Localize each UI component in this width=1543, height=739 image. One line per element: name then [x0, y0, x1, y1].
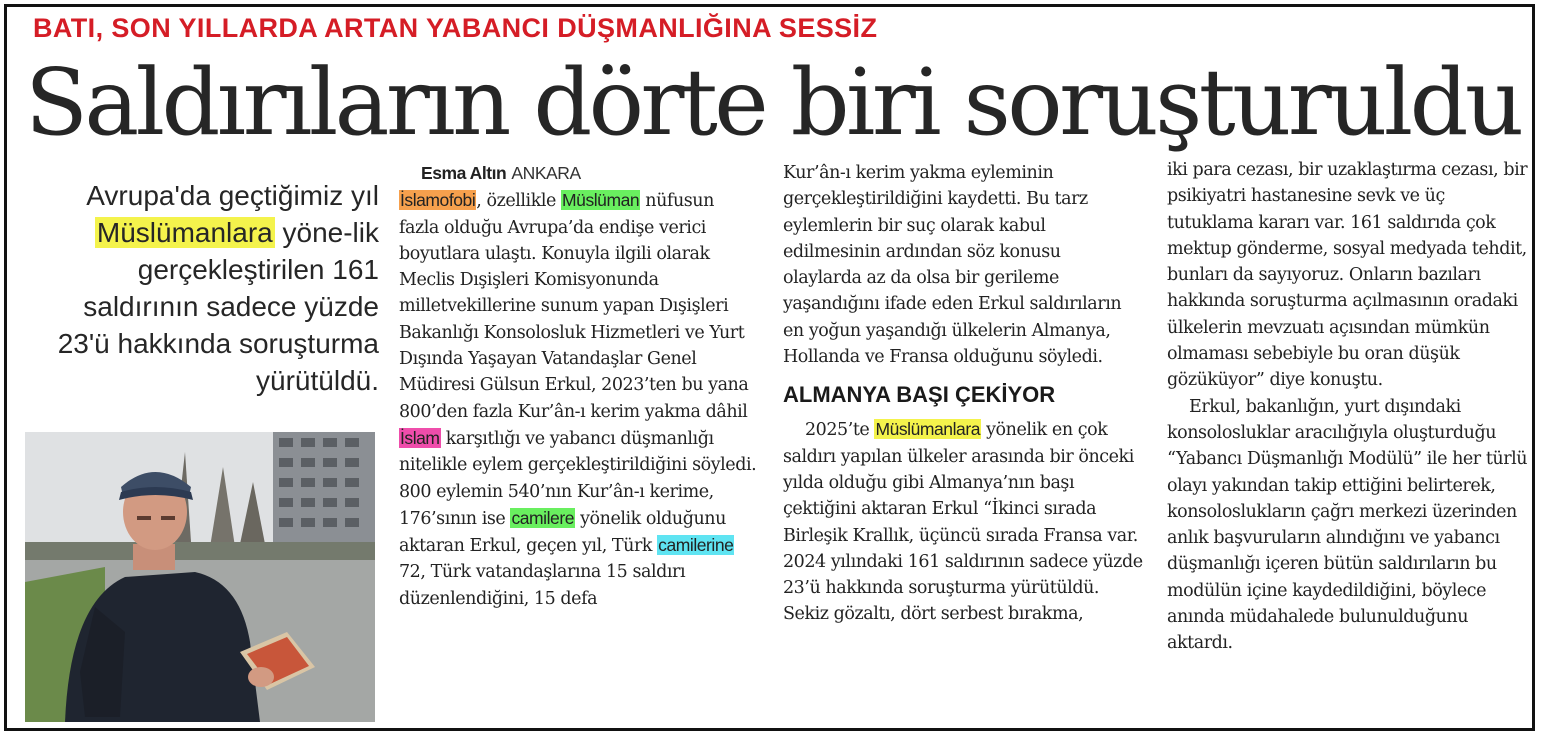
col2-p2-post: yönelik en çok saldırı yapılan ülkeler arasında bir önceki yılda olduğu gibi Almanya’nın başı çektiğini aktaran Erkul “İkinci sırada Birleşik Krallık, üçüncü sırada Fransa var. 2024 yılındaki 161 saldırının sadece yüzde 23’ü hakkında soruşturma yürütüldü. Sekiz gözaltı, dört serbest bırakma,: [783, 420, 1143, 625]
headline: Saldırıların dörte biri soruşturuldu: [25, 49, 1521, 156]
col2-paragraph-1: Kur’ân-ı kerim yakma eyleminin gerçekleştirildiğini kaydetti. Bu tarz eylemlerin bir suç olarak kabul edilmesinin ardından söz konusu olaylarda az da olsa bir gerileme yaşandığını ifade eden Erkul saldırıların en yoğun yaşandığı ülkelerin Almanya, Hollanda ve Fransa olduğunu söyledi.: [783, 163, 1122, 368]
highlight-camilere: camilere: [511, 507, 574, 528]
subheading: ALMANYA BAŞI ÇEKİYOR: [783, 382, 1056, 408]
col1-text-1: , özellikle: [476, 191, 556, 212]
col3-paragraph-1: iki para cezası, bir uzaklaştırma cezası, bir psikiyatri hastanesine sevk ve üç tutuklama kararı var. 161 saldırıda çok mektup gönderme, sosyal medyada tehdit, bunları da sayıyoruz. Onların bazıları hakkında soruşturma açılmasının oradaki ülkelerin mevzuatı açısından mümkün olmaması sebebiyle bu oran düşük gözüküyor” diye konuştu.: [1167, 160, 1528, 391]
col1-text-2: nüfusun fazla olduğu Avrupa’da endişe verici boyutlara ulaştı. Konuyla ilgili olarak Meclis Dışişleri Komisyonunda milletvekillerine sunum yapan Dışişleri Bakanlığı Konsolosluk Hizmetleri ve Yurt Dışında Yaşayan Vatandaşlar Genel Müdiresi Gülsun Erkul, 2023’ten bu yana 800’den fazla Kur’ân-ı kerim yakma dâhil: [399, 191, 749, 422]
column-1: [399, 160, 757, 612]
kicker: BATI, SON YILLARDA ARTAN YABANCI DÜŞMANLIĞINA SESSİZ: [33, 13, 878, 43]
byline-name: Esma Altın: [421, 163, 507, 183]
col3-paragraph-2: Erkul, bakanlığın, yurt dışındaki konsolosluklar aracılığıyla oluşturduğu “Yabancı Düşmanlığı Modülü” ile her türlü olayı yakından takip ettiğini belirterek, konsoloslukların çağrı merkezi üzerinden anlık başvuruların alındığını ve yabancı düşmanlığı içeren bütün saldırıların bu modülün içine kaydedildiğini, böylece anında müdahalede bulunulduğunu aktardı.: [1167, 396, 1528, 654]
spot-post: yöne-lik gerçekleştirilen 161 saldırının sadece yüzde 23'ü hakkında soruşturma yürütüldü.: [57, 217, 379, 396]
spot-pre: Avrupa'da geçtiğimiz yıl: [86, 180, 379, 211]
byline-city: ANKARA: [511, 163, 581, 183]
column-3: [1167, 157, 1529, 657]
column-2: [783, 160, 1143, 628]
highlight-islam: İslam: [400, 427, 440, 448]
highlight-islamofobi: İslamofobi: [400, 190, 476, 211]
col1-text-3: karşıtlığı ve yabancı düşmanlığı nitelikle eylem gerçekleştirildiğini söyledi. 800 eylemin 540’nın Kur’ân-ı kerime, 176’sının ise: [399, 428, 757, 529]
highlight-muslumanlara: Müslümanlara: [875, 419, 980, 440]
man-with-book-photo: [25, 432, 375, 722]
news-photo: [25, 432, 375, 722]
col1-text-5: 72, Türk vatandaşlarına 15 saldırı düzenlendiğini, 15 defa: [399, 562, 686, 609]
spot-text: [29, 177, 379, 399]
highlight-camilerine: camilerine: [658, 535, 734, 556]
col1-text-4: yönelik olduğunu aktaran Erkul, geçen yıl, Türk: [399, 508, 726, 557]
newspaper-clipping: [4, 4, 1535, 731]
spot-highlight: Müslümanlara: [96, 217, 273, 248]
col2-p2-pre: 2025’te: [805, 420, 870, 441]
highlight-musluman: Müslüman: [562, 190, 640, 211]
col2-paragraph-2: [783, 416, 1143, 627]
